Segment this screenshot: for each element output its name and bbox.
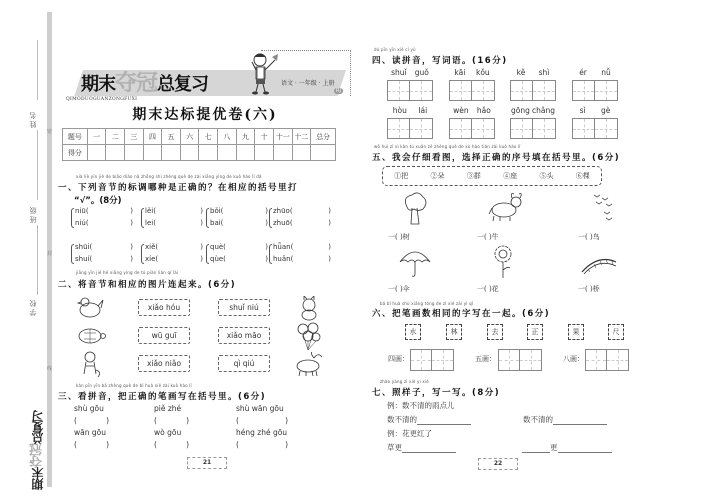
score-cell[interactable] <box>255 145 274 161</box>
side-logo-prefix: 期末 <box>31 468 45 490</box>
cat-icon[interactable] <box>296 296 322 322</box>
q3-item-pinyin: wò gōu <box>154 428 182 437</box>
brace <box>206 208 209 228</box>
title-prefix: 期末 <box>81 74 115 95</box>
q4-pinyin: dú pīn yīn xiě cí yǔ <box>374 47 416 52</box>
monkey-icon[interactable] <box>78 350 102 378</box>
q6-grid-five-strokes[interactable] <box>498 349 542 371</box>
bird-icon[interactable] <box>76 296 104 320</box>
q4-word-1: shuǐ guǒ <box>387 68 433 101</box>
cut-mark-envelope: 封 <box>47 251 53 257</box>
q3-item-pinyin: shù wān gōu <box>236 404 284 413</box>
brace <box>71 208 74 228</box>
page-number-right: 22 <box>478 458 518 470</box>
score-cell[interactable] <box>87 145 106 161</box>
q6-char-5: 果 <box>568 324 584 340</box>
balloons-icon[interactable] <box>296 322 322 352</box>
score-cell[interactable] <box>143 145 162 161</box>
q4-word-6: wèn hǎo <box>449 106 495 139</box>
birds-icon <box>592 192 616 224</box>
q3-pinyin: kàn pīn yīn bǎ zhèng què de bǐ huà xiě zài kuò hào lǐ <box>76 383 192 388</box>
class-line <box>37 130 38 200</box>
score-table-header-label: 题号 <box>63 129 88 145</box>
q3-item-4 <box>74 428 109 449</box>
q5-pinyin: wǒ huì zǐ xì kàn tú xuǎn zé zhèng què de xù hào tián zài kuò hào lǐ <box>374 144 521 149</box>
q6-pinyin: bǎ bǐ huà shù xiāng tóng de zì xiě zài yì qǐ <box>380 301 474 306</box>
score-col-1: 一 <box>87 129 106 145</box>
score-table-score-row <box>63 145 336 161</box>
q6-label-eight-strokes: 八画： <box>563 355 584 363</box>
score-row-label: 得分 <box>63 145 88 161</box>
q7-answer-blank[interactable] <box>558 445 612 453</box>
q1-option[interactable]: què( ) <box>210 243 268 251</box>
side-logo-suffix: 总复习 <box>31 411 45 444</box>
q5-blank-tree[interactable]: 一( )树 <box>388 233 410 241</box>
q7-example-1: 例：数不清的雨点儿 <box>387 401 455 410</box>
score-col-10: 十 <box>255 129 274 145</box>
q3-item-6 <box>236 428 288 449</box>
q5-blank-bridge[interactable]: 一( )桥 <box>578 285 600 293</box>
q1-option[interactable]: shuí( ) <box>75 255 133 263</box>
q1-group-1 <box>71 207 133 229</box>
q2-pinyin: jiāng yīn jié hé xiāng yìng de tú piàn lián qǐ lái <box>76 270 179 275</box>
q6-char-1: 水 <box>405 324 421 340</box>
q1-group-5 <box>71 243 133 265</box>
brace <box>141 208 144 228</box>
ox-icon <box>488 192 524 222</box>
score-cell[interactable] <box>162 145 181 161</box>
score-table <box>62 128 336 161</box>
banner-subtitle: 语文 · 一年级 · 上册 <box>281 80 335 87</box>
score-col-3: 三 <box>125 129 144 145</box>
q3-answer-blank[interactable]: ( ) <box>74 440 109 449</box>
score-col-9: 九 <box>236 129 255 145</box>
q1-option[interactable]: qùe( ) <box>210 255 268 263</box>
side-logo <box>28 395 48 490</box>
q6-char-4: 正 <box>527 324 543 340</box>
q1-option[interactable]: bai( ) <box>210 219 268 227</box>
binding-strip <box>0 0 60 497</box>
q7-line-1a <box>387 414 471 425</box>
flower-icon <box>492 244 514 280</box>
score-cell[interactable] <box>236 145 255 161</box>
edition-badge: RJ <box>336 88 341 94</box>
q3-title: 三、看拼音，把正确的笔画写在括号里。(6分) <box>58 392 267 402</box>
q7-answer-blank[interactable] <box>417 417 471 425</box>
q1-group-6 <box>141 243 203 265</box>
q1-title-cont: “√”。(8分) <box>74 196 122 206</box>
score-col-11: 十一 <box>273 129 292 145</box>
name-line <box>37 40 38 100</box>
q7-prompt: 数不清的 <box>523 415 553 424</box>
cut-mark-seal: 密 <box>47 129 53 135</box>
cut-mark-line: 线 <box>47 366 53 372</box>
q1-option[interactable]: zhuō( ) <box>273 219 331 227</box>
q7-line-2a <box>387 442 456 453</box>
brace <box>206 244 209 264</box>
q7-example-2: 例：花更红了 <box>387 429 432 438</box>
q7-answer-blank[interactable] <box>402 445 456 453</box>
banner-pinyin: QIMODUOGUANZONGFUXI <box>66 97 138 102</box>
score-col-4: 四 <box>143 129 162 145</box>
q1-title: 一、下列音节的标调哪种是正确的？在相应的括号里打 <box>58 183 299 193</box>
q1-group-7 <box>206 243 268 265</box>
q3-answer-blank[interactable]: ( ) <box>154 440 189 449</box>
q7-pinyin: zhào yàng zi xiě yi xiě <box>380 379 429 384</box>
score-col-8: 八 <box>218 129 237 145</box>
school-label: 学校 <box>29 298 37 316</box>
q5-option-2: ②朵 <box>430 172 445 180</box>
umbrella-icon <box>398 248 432 278</box>
q5-blank-umbrella[interactable]: 一( )伞 <box>388 285 410 293</box>
score-cell[interactable] <box>273 145 292 161</box>
score-col-2: 二 <box>106 129 125 145</box>
q7-prompt: 数不清的 <box>387 415 417 424</box>
q4-word-3: kě shì <box>510 68 556 101</box>
q4-word-7: gōng chǎng <box>510 106 556 139</box>
q1-group-2 <box>141 207 203 229</box>
school-line <box>37 225 38 295</box>
writing-grid[interactable] <box>387 80 433 101</box>
q3-item-3 <box>236 404 288 425</box>
score-cell[interactable] <box>218 145 237 161</box>
q3-item-1 <box>74 404 109 425</box>
q1-group-8 <box>269 243 331 265</box>
q1-option[interactable]: lěi( ) <box>145 207 203 215</box>
q2-left-box-1[interactable]: xiǎo hóu <box>138 299 190 316</box>
banner-title <box>81 66 208 97</box>
score-col-total: 总分 <box>311 129 336 145</box>
writing-grid[interactable] <box>449 80 495 101</box>
q7-title: 七、照样子，写一写。(8分) <box>372 388 501 398</box>
q7-prompt: 更 <box>550 443 558 452</box>
score-cell[interactable] <box>180 145 199 161</box>
q2-left-box-3[interactable]: xiǎo niǎo <box>138 355 190 372</box>
buffalo-icon[interactable] <box>292 352 324 376</box>
mascot-boy-icon <box>244 50 280 96</box>
score-col-6: 六 <box>180 129 199 145</box>
title-highlight: 夺冠 <box>115 71 158 96</box>
q2-right-box-2[interactable]: xiǎo māo <box>218 327 270 344</box>
q6-label-four-strokes: 四画： <box>388 355 409 363</box>
q1-group-3 <box>206 207 268 229</box>
q3-item-2 <box>154 404 189 425</box>
side-logo-highlight: 夺冠 <box>30 444 45 468</box>
q7-answer-blank[interactable] <box>553 417 607 425</box>
q1-option[interactable]: xiě( ) <box>145 243 203 251</box>
q5-option-6: ⑥棵 <box>575 172 590 180</box>
class-label: 班级 <box>29 205 37 223</box>
q5-options-box <box>382 166 602 186</box>
brace <box>71 244 74 264</box>
q1-option[interactable]: huǎn( ) <box>273 255 331 263</box>
q5-option-3: ③群 <box>466 172 481 180</box>
q5-blank-birds[interactable]: 一( )鸟 <box>578 233 600 241</box>
q2-right-box-1[interactable]: shuǐ niú <box>218 299 270 316</box>
q7-prompt: 草更 <box>387 443 402 452</box>
title-suffix: 总复习 <box>157 74 209 95</box>
q5-option-5: ⑤头 <box>539 172 554 180</box>
score-cell[interactable] <box>199 145 218 161</box>
q5-blank-flower[interactable]: 一( )花 <box>477 285 499 293</box>
q7-line-2b <box>522 442 612 453</box>
q6-char-3: 去 <box>487 324 503 340</box>
page-number-left: 21 <box>187 457 227 469</box>
q6-title: 六、把笔画数相同的字写在一起。(6分) <box>372 309 551 319</box>
q3-item-5 <box>154 428 189 449</box>
q6-char-2: 林 <box>446 324 462 340</box>
q5-option-1: ①把 <box>394 172 409 180</box>
writing-grid[interactable] <box>449 118 495 139</box>
q6-grid-eight-strokes[interactable] <box>585 349 629 371</box>
q3-item-pinyin: héng zhé gōu <box>236 428 288 437</box>
q2-title: 二、将音节和相应的图片连起来。(6分) <box>58 280 237 290</box>
q4-word-5: hòu lái <box>387 106 433 139</box>
writing-grid[interactable] <box>572 118 618 139</box>
score-table-header-row <box>63 129 336 145</box>
q5-blank-ox[interactable]: 一( )牛 <box>477 233 499 241</box>
left-page <box>56 0 354 497</box>
writing-grid[interactable] <box>572 80 618 101</box>
q1-pinyin: xià liè yīn jié de biāo diào nǎ zhǒng shì zhèng què de zài xiāng yìng de kuò hào lǐ dǎ <box>76 174 262 179</box>
name-label: 姓名 <box>29 110 37 128</box>
score-cell[interactable] <box>292 145 311 161</box>
writing-grid[interactable] <box>510 118 556 139</box>
bridge-icon <box>580 252 618 276</box>
q5-option-4: ④座 <box>503 172 518 180</box>
score-col-12: 十二 <box>292 129 311 145</box>
right-page <box>360 0 702 497</box>
q3-answer-blank[interactable]: ( ) <box>74 416 109 425</box>
q7-line-1b <box>523 414 607 425</box>
tree-icon <box>402 192 428 226</box>
q4-word-2: kāi kǒu <box>449 68 495 101</box>
q1-option[interactable]: lei( ) <box>145 219 203 227</box>
q1-group-4 <box>269 207 331 229</box>
q3-answer-blank[interactable]: ( ) <box>154 416 189 425</box>
score-cell-total[interactable] <box>311 145 336 161</box>
q1-option[interactable]: niū( ) <box>75 207 133 215</box>
q1-option[interactable]: shūi( ) <box>75 243 133 251</box>
q1-option[interactable]: bǒi( ) <box>210 207 268 215</box>
q6-label-five-strokes: 五画： <box>475 355 496 363</box>
q6-grid-four-strokes[interactable] <box>410 349 454 371</box>
q3-item-pinyin: wān gōu <box>74 428 106 437</box>
q3-answer-blank[interactable]: ( ) <box>236 416 288 425</box>
q4-word-4: ér nǚ <box>572 68 618 101</box>
q3-item-pinyin: piě zhé <box>154 404 182 413</box>
q7-answer-blank[interactable] <box>522 445 550 453</box>
q2-left-box-2[interactable]: wū guī <box>138 327 190 344</box>
score-cell[interactable] <box>125 145 144 161</box>
q1-option[interactable]: zhūo( ) <box>273 207 331 215</box>
q6-char-6: 尺 <box>608 324 624 340</box>
q3-answer-blank[interactable]: ( ) <box>236 440 288 449</box>
q4-word-8: sì gè <box>572 106 618 139</box>
q5-title: 五、我会仔细看图，选择正确的序号填在括号里。(6分) <box>372 153 621 163</box>
q3-item-pinyin: shù gōu <box>74 404 104 413</box>
header-banner <box>66 50 346 98</box>
brace <box>269 208 272 228</box>
q2-right-box-3[interactable]: qì qiú <box>218 355 270 372</box>
score-col-7: 七 <box>199 129 218 145</box>
turtle-icon[interactable] <box>76 326 106 346</box>
q1-option[interactable]: hǖan( ) <box>273 243 331 251</box>
score-col-5: 五 <box>162 129 181 145</box>
q1-option[interactable]: niú( ) <box>75 219 133 227</box>
brace <box>141 244 144 264</box>
score-cell[interactable] <box>106 145 125 161</box>
writing-grid[interactable] <box>387 118 433 139</box>
brace <box>269 244 272 264</box>
q4-title: 四、读拼音，写词语。(16分) <box>372 56 508 66</box>
writing-grid[interactable] <box>510 80 556 101</box>
exam-title: 期末达标提优卷(六) <box>132 107 278 123</box>
q1-option[interactable]: xíe( ) <box>145 255 203 263</box>
